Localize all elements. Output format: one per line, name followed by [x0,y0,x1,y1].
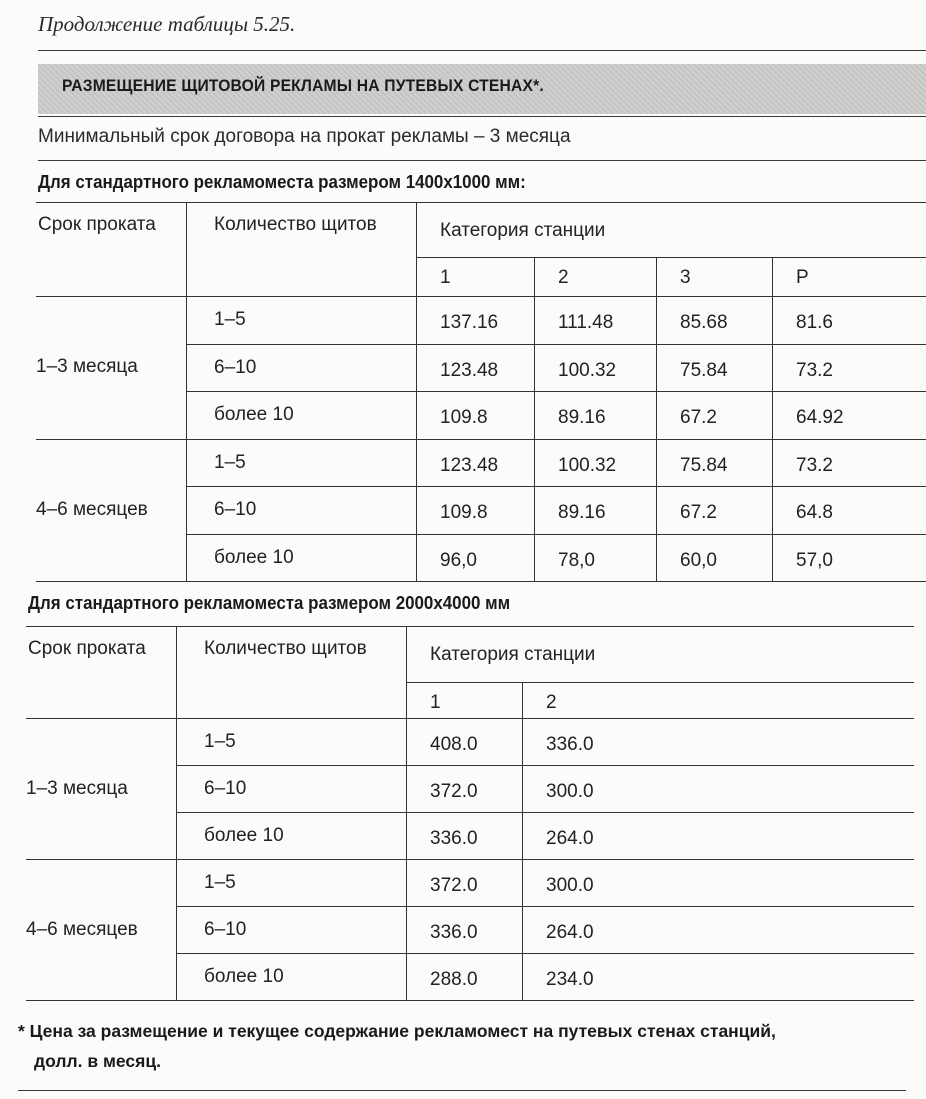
header-bottom-rule [36,296,926,297]
group-term: 4–6 месяцев [36,498,148,520]
price-cell: 85.68 [680,312,728,333]
price-cell: 109.8 [440,502,488,523]
header-count: Количество щитов [214,214,377,235]
row-count: более 10 [214,404,294,425]
row-count: 6–10 [214,356,257,378]
header-split-rule [406,682,914,683]
row-rule [186,344,926,345]
price-cell: 123.48 [440,454,499,476]
table-top-rule [36,202,926,203]
col-rule-term [176,626,177,1000]
header-category-3: 3 [680,267,691,288]
row-rule [176,953,914,954]
price-cell: 264.0 [546,922,594,943]
row-count: 1–5 [204,872,236,893]
banner-title: РАЗМЕЩЕНИЕ ЩИТОВОЙ РЕКЛАМЫ НА ПУТЕВЫХ СТЕНАХ*. [62,76,544,95]
price-cell: 89.16 [558,502,606,523]
contract-note: Минимальный срок договора на прокат рекламы – 3 месяца [38,126,571,147]
price-cell: 300.0 [546,781,594,802]
price-cell: 288.0 [430,969,478,990]
col-rule-cat-1 [534,257,535,581]
col-rule-cat-2 [656,257,657,581]
group-rule [26,1000,914,1001]
row-count: 1–5 [214,309,246,330]
price-cell: 336.0 [430,828,478,849]
row-count: более 10 [214,546,294,568]
row-rule [186,486,926,487]
price-cell: 137.16 [440,312,499,333]
row-rule [176,906,914,907]
price-cell: 81.6 [796,312,833,333]
row-count: 1–5 [214,451,246,473]
price-cell: 78,0 [558,549,595,571]
footnote-line-2: долл. в месяц. [34,1051,161,1071]
price-cell: 64.92 [796,407,844,428]
price-cell: 123.48 [440,359,499,381]
price-cell: 372.0 [430,875,478,896]
row-count: 1–5 [204,731,236,752]
header-category-2: 2 [558,267,569,288]
row-rule [176,812,914,813]
row-count: 6–10 [204,919,247,940]
price-cell: 264.0 [546,828,594,849]
group-term: 1–3 месяца [36,356,138,378]
price-cell: 300.0 [546,875,594,896]
row-count: более 10 [204,825,284,846]
row-count: 6–10 [214,499,257,520]
group-rule [36,581,926,582]
header-term: Срок проката [38,214,156,235]
price-cell: 234.0 [546,969,594,990]
price-cell: 336.0 [546,734,594,755]
price-cell: 73.2 [796,454,833,476]
price-cell: 60,0 [680,549,717,571]
bottom-rule [18,1090,906,1091]
header-split-rule [416,257,926,258]
header-category-2: 2 [546,692,557,713]
header-category-1: 1 [440,267,451,288]
price-cell: 100.32 [558,454,617,476]
table1-title: Для стандартного рекламоместа размером 1400х1000 мм: [38,172,526,192]
table-caption: Продолжение таблицы 5.25. [38,12,296,36]
row-rule [176,765,914,766]
price-cell: 111.48 [558,312,614,333]
price-cell: 64.8 [796,502,833,523]
group-term: 4–6 месяцев [26,918,138,940]
price-cell: 89.16 [558,407,606,428]
footnote-line-1: * Цена за размещение и текущее содержание рекламомест на путевых стенах станций, [18,1021,776,1041]
header-count: Количество щитов [204,638,367,659]
price-cell: 75.84 [680,454,728,476]
row-count: более 10 [204,966,284,987]
group-rule [26,859,914,860]
price-cell: 408.0 [430,734,478,755]
header-category: Категория станции [440,220,606,241]
price-cell: 73.2 [796,359,833,381]
table2-title: Для стандартного рекламоместа размером 2000х4000 мм [28,593,511,613]
top-rule [38,50,926,51]
price-cell: 109.8 [440,407,488,428]
group-term: 1–3 месяца [26,777,128,799]
group-rule [36,439,926,440]
price-cell: 67.2 [680,407,717,428]
row-count: 6–10 [204,778,247,799]
footnote [18,1016,868,1076]
header-bottom-rule [26,718,914,719]
header-category-4: Р [796,267,809,288]
price-table-1400x1000 [36,202,926,581]
col-rule-cat-3 [772,257,773,581]
banner-rule [38,116,926,117]
price-cell: 96,0 [440,549,477,571]
price-cell: 100.32 [558,359,617,381]
header-category-1: 1 [430,692,441,713]
subtitle-rule [38,160,926,161]
price-cell: 336.0 [430,922,478,943]
price-cell: 67.2 [680,502,717,523]
price-cell: 75.84 [680,359,728,381]
price-cell: 372.0 [430,781,478,802]
table-top-rule [26,626,914,627]
row-rule [186,534,926,535]
row-rule [186,391,926,392]
price-table-2000x4000 [26,626,914,1000]
header-term: Срок проката [28,638,146,659]
header-category: Категория станции [430,644,596,665]
col-rule-count [406,626,407,1000]
price-cell: 57,0 [796,549,833,571]
